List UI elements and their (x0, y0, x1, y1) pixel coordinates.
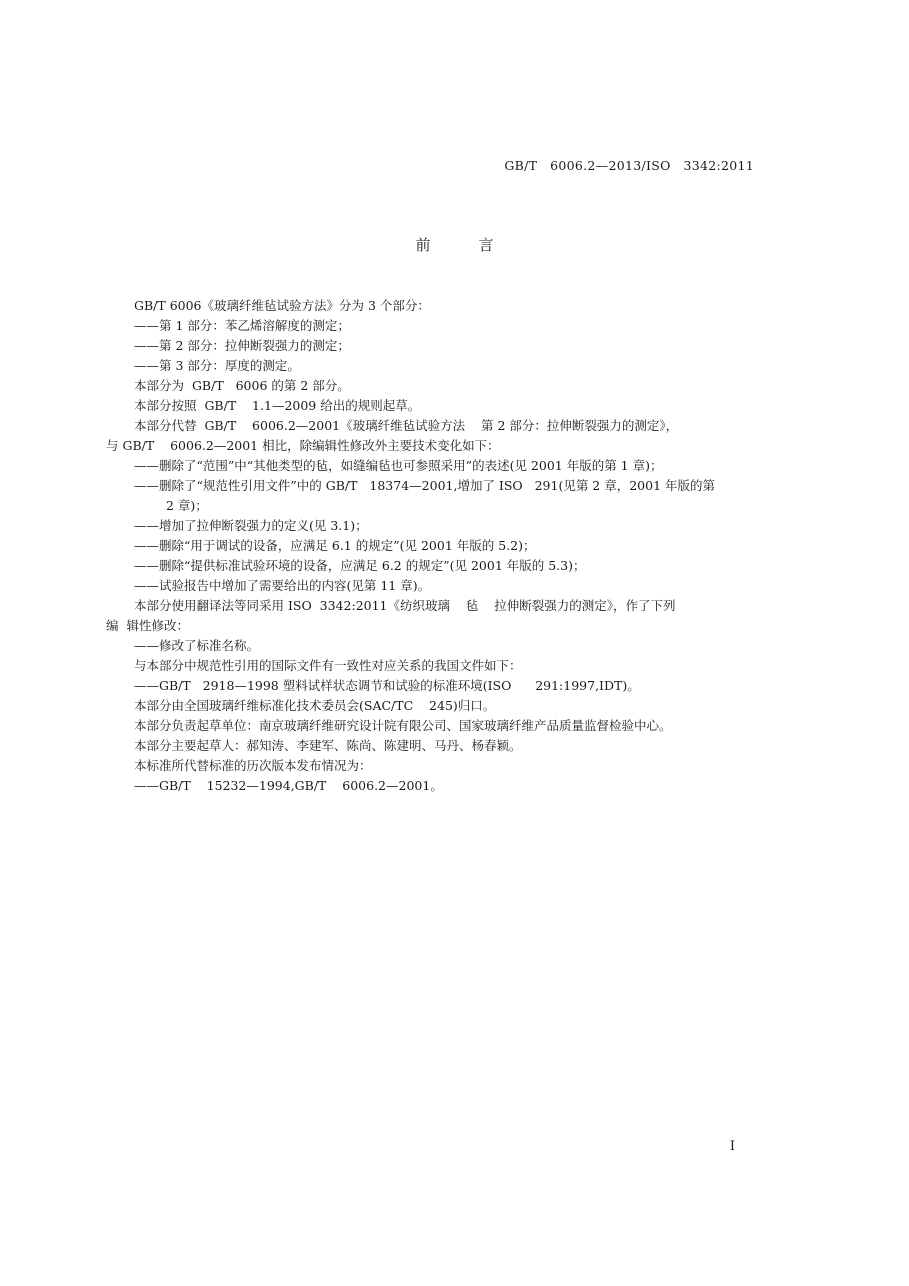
paragraph-line: 本部分使用翻译法等同采用 ISO 3342:2011《纺织玻璃 毡 拉伸断裂强力的测定》，作了下列 (134, 598, 676, 613)
paragraph-line: 2 章)； (166, 498, 208, 513)
page-title: 前言 (415, 236, 542, 254)
paragraph-line: ——删除“用于调试的设备，应满足 6.1 的规定”(见 2001 年版的 5.2)； (134, 538, 536, 553)
paragraph-line: ——GB/T 15232—1994,GB/T 6006.2—2001。 (134, 778, 443, 793)
paragraph-line: ——第 1 部分：苯乙烯溶解度的测定； (134, 318, 350, 333)
paragraph-line: GB/T 6006《玻璃纤维毡试验方法》分为 3 个部分： (134, 298, 430, 313)
paragraph-line: 本部分负责起草单位：南京玻璃纤维研究设计院有限公司、国家玻璃纤维产品质量监督检验中心。 (134, 718, 672, 733)
page-number: I (729, 1139, 735, 1154)
paragraph-line: 本标准所代替标准的历次版本发布情况为： (134, 758, 372, 773)
paragraph-line: 本部分由全国玻璃纤维标准化技术委员会(SAC/TC 245)归口。 (134, 698, 496, 713)
paragraph-line: ——试验报告中增加了需要给出的内容(见第 11 章)。 (134, 578, 431, 593)
paragraph-line: ——删除了“范围”中“其他类型的毡，如缝编毡也可参照采用”的表述(见 2001 年版的第 1 章)； (134, 458, 663, 473)
paragraph-line: 本部分主要起草人：郝知涛、李建军、陈尚、陈建明、马丹、杨春颖。 (134, 738, 522, 753)
paragraph-line: ——第 2 部分：拉伸断裂强力的测定； (134, 338, 350, 353)
paragraph-line: 与 GB/T 6006.2—2001 相比，除编辑性修改外主要技术变化如下： (106, 438, 500, 453)
paragraph-line: ——增加了拉伸断裂强力的定义(见 3.1)； (134, 518, 368, 533)
paragraph-line: ——第 3 部分：厚度的测定。 (134, 358, 300, 373)
standard-code: GB/T 6006.2—2013/ISO 3342:2011 (504, 158, 754, 173)
foreword-body (106, 296, 786, 796)
paragraph-line: 本部分为 GB/T 6006 的第 2 部分。 (134, 378, 350, 393)
paragraph-line: ——删除“提供标准试验环境的设备，应满足 6.2 的规定”(见 2001 年版的 5.3)； (134, 558, 586, 573)
paragraph-line: 本部分按照 GB/T 1.1—2009 给出的规则起草。 (134, 398, 421, 413)
paragraph-line: ——删除了“规范性引用文件”中的 GB/T 18374—2001,增加了 ISO 291(见第 2 章，2001 年版的第 (134, 478, 716, 493)
paragraph-line: 编 辑性修改： (106, 618, 189, 633)
paragraph-line: 与本部分中规范性引用的国际文件有一致性对应关系的我国文件如下： (134, 658, 522, 673)
paragraph-line: ——修改了标准名称。 (134, 638, 260, 653)
paragraph-line: ——GB/T 2918—1998 塑料试样状态调节和试验的标准环境(ISO 291:1997,IDT)。 (134, 678, 640, 693)
paragraph-line: 本部分代替 GB/T 6006.2—2001《玻璃纤维毡试验方法 第 2 部分：拉伸断裂强力的测定》， (134, 418, 679, 433)
